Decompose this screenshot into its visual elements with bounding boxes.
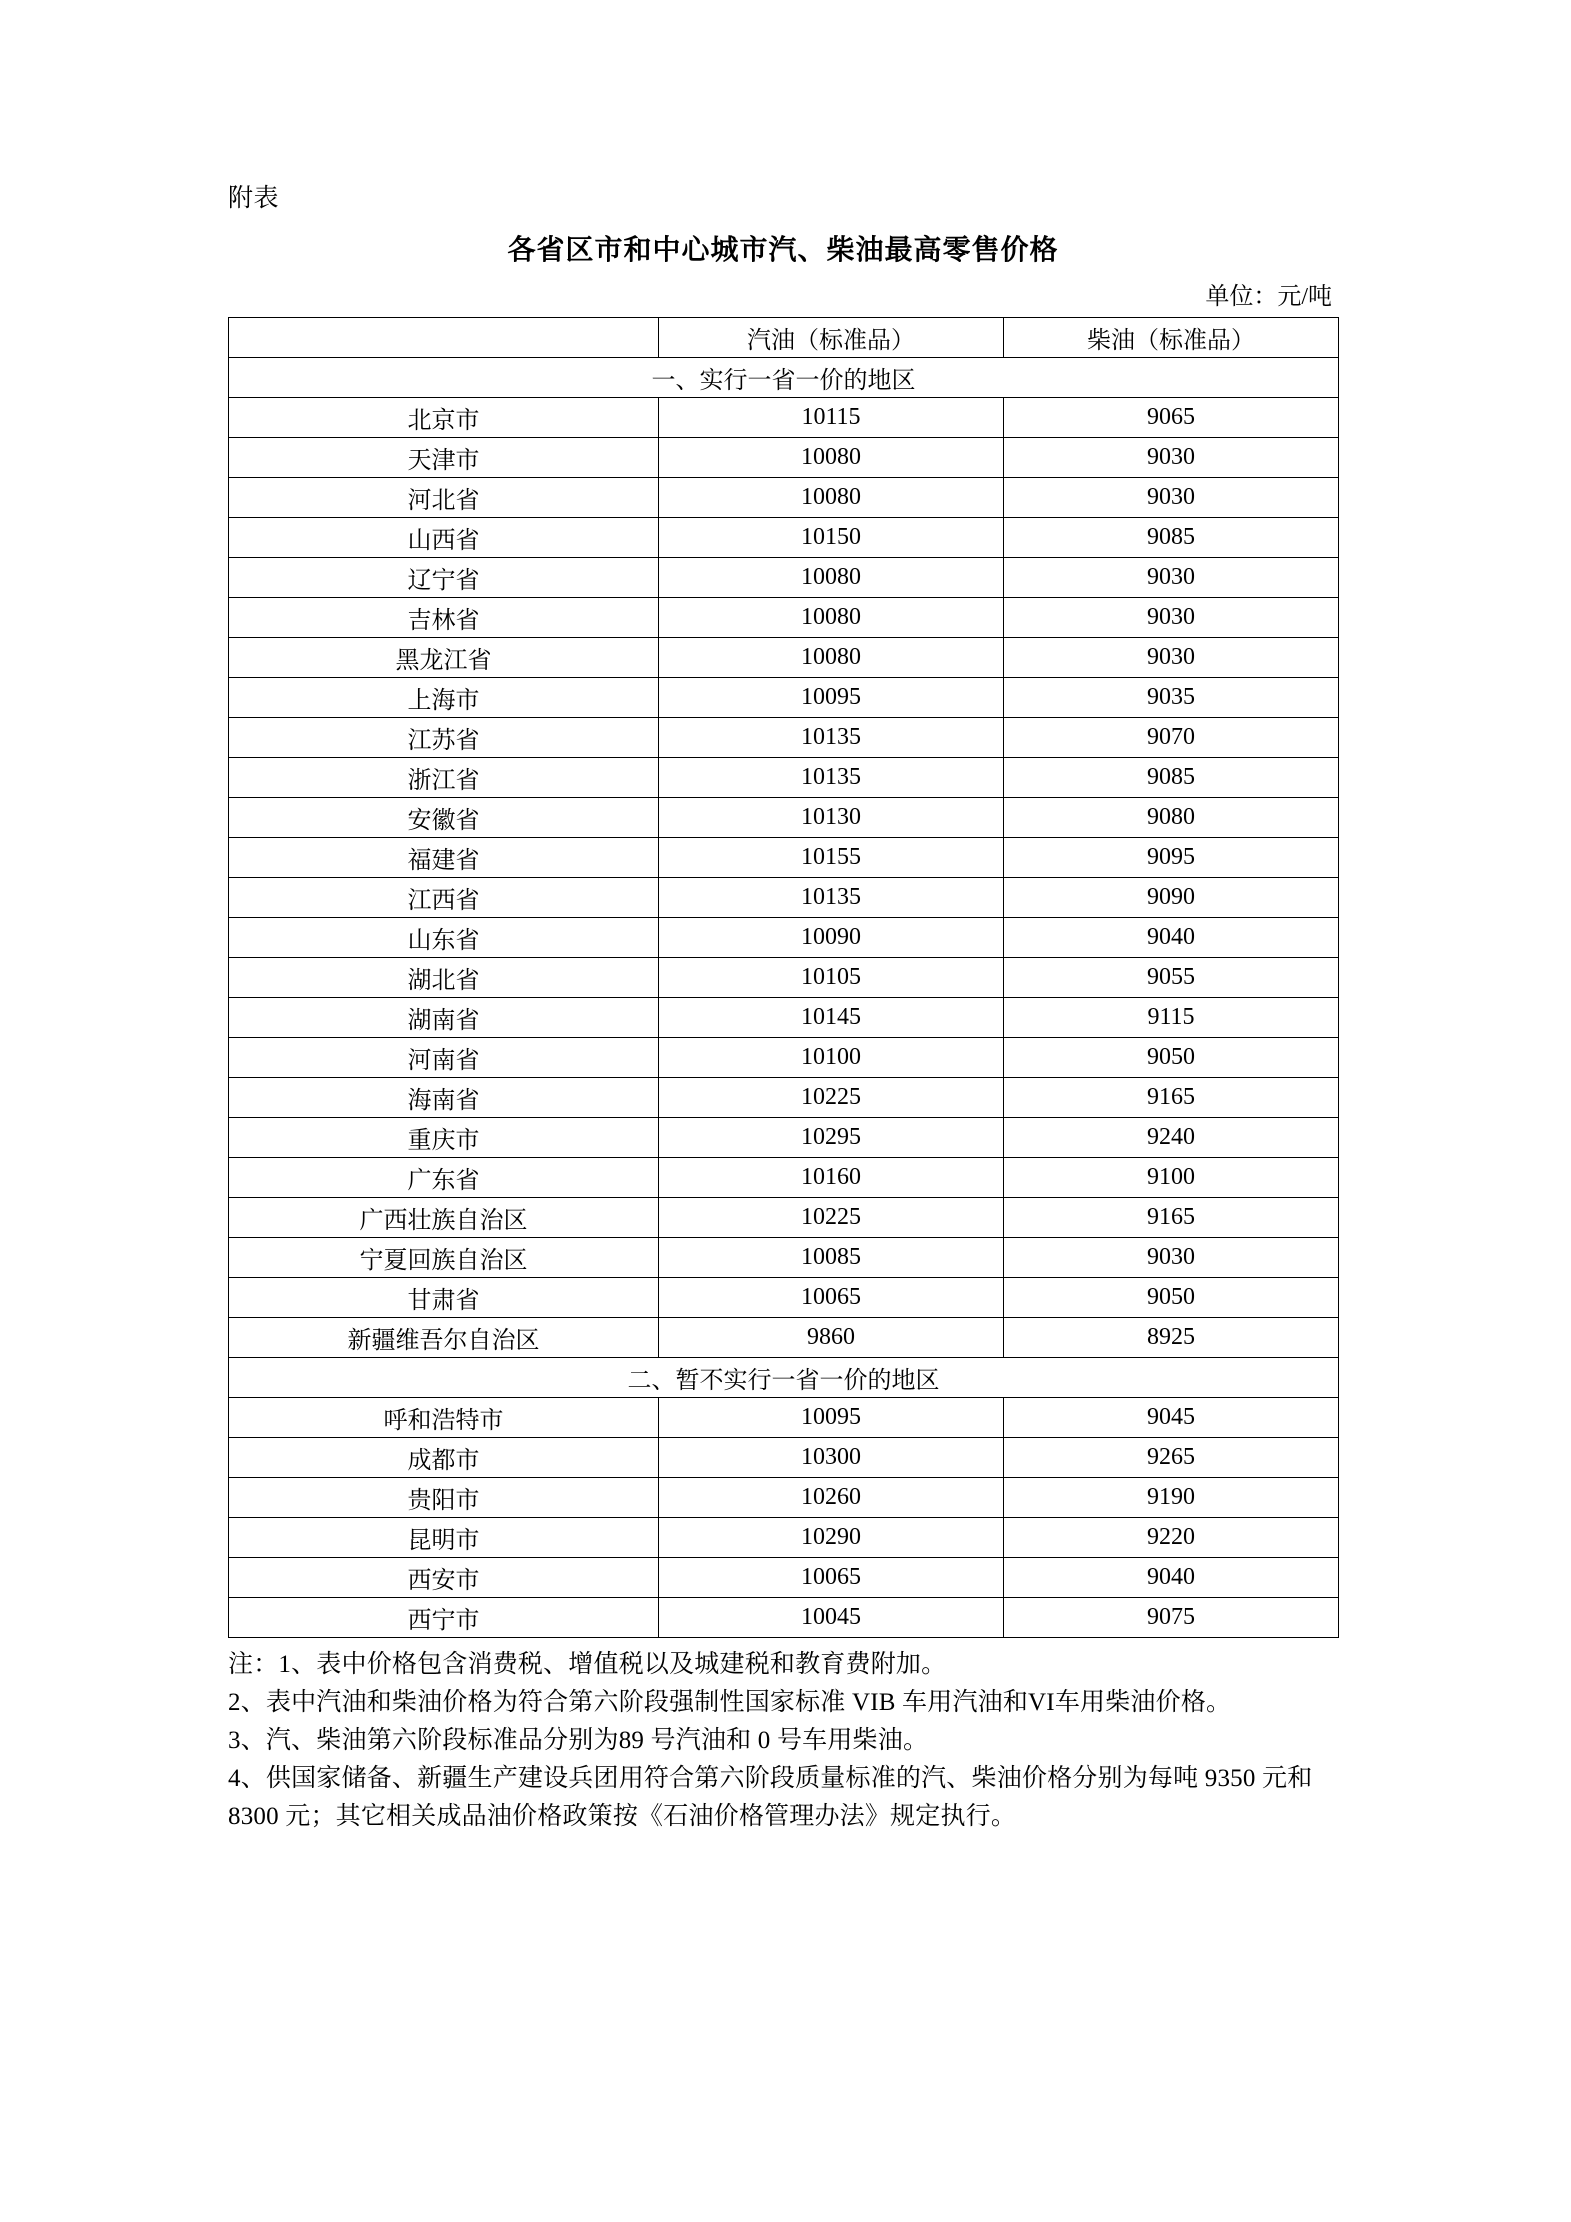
gasoline-price: 10260 — [659, 1477, 1004, 1517]
table-header-row — [229, 317, 1339, 357]
gasoline-price: 10080 — [659, 477, 1004, 517]
region-label: 江苏省 — [229, 717, 659, 757]
table-row — [229, 837, 1339, 877]
attachment-label: 附表 — [228, 185, 280, 212]
diesel-price: 9240 — [1004, 1117, 1339, 1157]
header-region — [229, 317, 659, 357]
table-row — [229, 1037, 1339, 1077]
diesel-price: 9050 — [1004, 1277, 1339, 1317]
diesel-price: 9100 — [1004, 1157, 1339, 1197]
region-label: 河南省 — [229, 1037, 659, 1077]
gasoline-price: 10135 — [659, 757, 1004, 797]
diesel-price: 9165 — [1004, 1197, 1339, 1237]
diesel-price: 9115 — [1004, 997, 1339, 1037]
diesel-price: 9070 — [1004, 717, 1339, 757]
gasoline-price: 10080 — [659, 557, 1004, 597]
diesel-price: 9050 — [1004, 1037, 1339, 1077]
region-label: 新疆维吾尔自治区 — [229, 1317, 659, 1357]
region-label: 宁夏回族自治区 — [229, 1237, 659, 1277]
region-label: 成都市 — [229, 1437, 659, 1477]
table-row — [229, 1157, 1339, 1197]
table-row — [229, 1237, 1339, 1277]
diesel-price: 8925 — [1004, 1317, 1339, 1357]
gasoline-price: 10065 — [659, 1557, 1004, 1597]
region-label: 北京市 — [229, 397, 659, 437]
gasoline-price: 10085 — [659, 1237, 1004, 1277]
gasoline-price: 10300 — [659, 1437, 1004, 1477]
diesel-price: 9030 — [1004, 477, 1339, 517]
table-row — [229, 1597, 1339, 1637]
table-row — [229, 877, 1339, 917]
diesel-price: 9040 — [1004, 1557, 1339, 1597]
region-label: 浙江省 — [229, 757, 659, 797]
table-row — [229, 757, 1339, 797]
region-label: 吉林省 — [229, 597, 659, 637]
region-label: 山东省 — [229, 917, 659, 957]
diesel-price: 9265 — [1004, 1437, 1339, 1477]
region-label: 安徽省 — [229, 797, 659, 837]
region-label: 河北省 — [229, 477, 659, 517]
diesel-price: 9085 — [1004, 517, 1339, 557]
diesel-price: 9080 — [1004, 797, 1339, 837]
note-item: 注：1、表中价格包含消费税、增值税以及城建税和教育费附加。 — [228, 1650, 947, 1678]
diesel-price: 9030 — [1004, 597, 1339, 637]
gasoline-price: 9860 — [659, 1317, 1004, 1357]
table-section-heading-row — [229, 1357, 1339, 1397]
table-row — [229, 797, 1339, 837]
region-label: 上海市 — [229, 677, 659, 717]
page-title: 各省区市和中心城市汽、柴油最高零售价格 — [507, 234, 1059, 266]
gasoline-price: 10150 — [659, 517, 1004, 557]
section-heading: 二、暂不实行一省一价的地区 — [229, 1357, 1339, 1397]
gasoline-price: 10115 — [659, 397, 1004, 437]
section-heading: 一、实行一省一价的地区 — [229, 357, 1339, 397]
header-gasoline: 汽油（标准品） — [659, 317, 1004, 357]
region-label: 西安市 — [229, 1557, 659, 1597]
table-row — [229, 677, 1339, 717]
diesel-price: 9030 — [1004, 637, 1339, 677]
header-diesel: 柴油（标准品） — [1004, 317, 1339, 357]
region-label: 呼和浩特市 — [229, 1397, 659, 1437]
gasoline-price: 10100 — [659, 1037, 1004, 1077]
region-label: 重庆市 — [229, 1117, 659, 1157]
region-label: 福建省 — [229, 837, 659, 877]
region-label: 甘肃省 — [229, 1277, 659, 1317]
gasoline-price: 10130 — [659, 797, 1004, 837]
gasoline-price: 10105 — [659, 957, 1004, 997]
region-label: 山西省 — [229, 517, 659, 557]
table-row — [229, 1437, 1339, 1477]
table-row — [229, 1477, 1339, 1517]
gasoline-price: 10080 — [659, 437, 1004, 477]
region-label: 广东省 — [229, 1157, 659, 1197]
table-row — [229, 1117, 1339, 1157]
diesel-price: 9190 — [1004, 1477, 1339, 1517]
gasoline-price: 10225 — [659, 1197, 1004, 1237]
gasoline-price: 10095 — [659, 1397, 1004, 1437]
region-label: 广西壮族自治区 — [229, 1197, 659, 1237]
gasoline-price: 10045 — [659, 1597, 1004, 1637]
unit-label: 单位：元/吨 — [1205, 283, 1332, 310]
table-row — [229, 437, 1339, 477]
table-row — [229, 557, 1339, 597]
gasoline-price: 10080 — [659, 637, 1004, 677]
diesel-price: 9220 — [1004, 1517, 1339, 1557]
table-row — [229, 1397, 1339, 1437]
region-label: 湖南省 — [229, 997, 659, 1037]
diesel-price: 9030 — [1004, 557, 1339, 597]
table-row — [229, 1517, 1339, 1557]
region-label: 天津市 — [229, 437, 659, 477]
price-table — [228, 317, 1339, 1638]
table-row — [229, 1317, 1339, 1357]
gasoline-price: 10090 — [659, 917, 1004, 957]
table-row — [229, 477, 1339, 517]
table-row — [229, 717, 1339, 757]
table-row — [229, 1277, 1339, 1317]
region-label: 西宁市 — [229, 1597, 659, 1637]
diesel-price: 9075 — [1004, 1597, 1339, 1637]
gasoline-price: 10065 — [659, 1277, 1004, 1317]
diesel-price: 9095 — [1004, 837, 1339, 877]
region-label: 昆明市 — [229, 1517, 659, 1557]
gasoline-price: 10155 — [659, 837, 1004, 877]
document-body — [228, 180, 1338, 1836]
note-item: 4、供国家储备、新疆生产建设兵团用符合第六阶段质量标准的汽、柴油价格分别为每吨 9350 元和 8300 元；其它相关成品油价格政策按《石油价格管理办法》规定执行。 — [228, 1764, 1313, 1830]
diesel-price: 9030 — [1004, 437, 1339, 477]
note-item: 2、表中汽油和柴油价格为符合第六阶段强制性国家标准 VIB 车用汽油和VI车用柴油价格。 — [228, 1688, 1232, 1716]
gasoline-price: 10295 — [659, 1117, 1004, 1157]
table-row — [229, 1197, 1339, 1237]
gasoline-price: 10290 — [659, 1517, 1004, 1557]
table-row — [229, 1077, 1339, 1117]
diesel-price: 9165 — [1004, 1077, 1339, 1117]
table-row — [229, 397, 1339, 437]
region-label: 辽宁省 — [229, 557, 659, 597]
table-section-heading-row — [229, 357, 1339, 397]
diesel-price: 9090 — [1004, 877, 1339, 917]
diesel-price: 9040 — [1004, 917, 1339, 957]
region-label: 湖北省 — [229, 957, 659, 997]
region-label: 黑龙江省 — [229, 637, 659, 677]
gasoline-price: 10225 — [659, 1077, 1004, 1117]
gasoline-price: 10160 — [659, 1157, 1004, 1197]
diesel-price: 9030 — [1004, 1237, 1339, 1277]
diesel-price: 9055 — [1004, 957, 1339, 997]
table-row — [229, 917, 1339, 957]
table-row — [229, 517, 1339, 557]
table-row — [229, 997, 1339, 1037]
gasoline-price: 10135 — [659, 717, 1004, 757]
diesel-price: 9035 — [1004, 677, 1339, 717]
region-label: 海南省 — [229, 1077, 659, 1117]
table-row — [229, 597, 1339, 637]
gasoline-price: 10080 — [659, 597, 1004, 637]
table-row — [229, 1557, 1339, 1597]
region-label: 江西省 — [229, 877, 659, 917]
table-row — [229, 637, 1339, 677]
region-label: 贵阳市 — [229, 1477, 659, 1517]
table-row — [229, 957, 1339, 997]
diesel-price: 9065 — [1004, 397, 1339, 437]
gasoline-price: 10145 — [659, 997, 1004, 1037]
gasoline-price: 10135 — [659, 877, 1004, 917]
gasoline-price: 10095 — [659, 677, 1004, 717]
note-item: 3、汽、柴油第六阶段标准品分别为89 号汽油和 0 号车用柴油。 — [228, 1726, 929, 1754]
diesel-price: 9085 — [1004, 757, 1339, 797]
notes-block — [228, 1646, 1338, 1836]
diesel-price: 9045 — [1004, 1397, 1339, 1437]
